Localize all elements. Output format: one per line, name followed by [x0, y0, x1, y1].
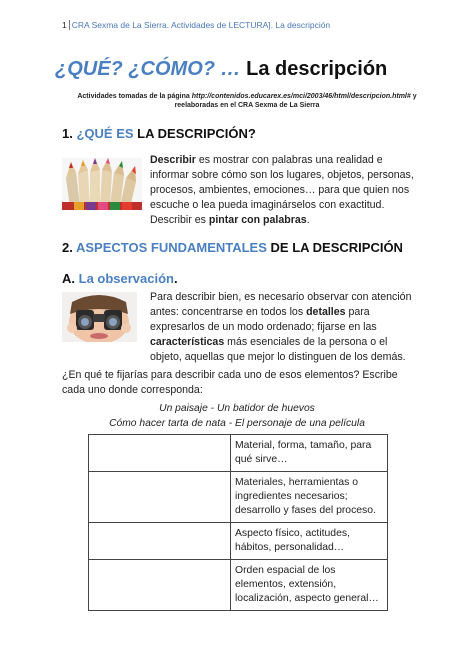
- word-describir: Describir: [150, 154, 196, 166]
- observation-text-1: Para describir bien, es necesario observar con atención antes: concentrarse en todos los: [150, 291, 412, 318]
- clue-cell-2: Materiales, herramientas o ingredientes necesarios; desarrollo y fases del proceso.: [231, 472, 388, 523]
- table-row: [89, 523, 388, 560]
- exercise-question: ¿En qué te fijarías para describir cada uno de esos elementos? Escribe cada uno donde corresponda:: [62, 369, 398, 396]
- examples-line-2: Cómo hacer tarta de nata - El personaje de una película: [109, 418, 365, 429]
- examples-list: [62, 401, 412, 431]
- definition-bold-end: pintar con palabras: [208, 214, 307, 226]
- title-part2: La descripción: [246, 58, 388, 80]
- observation-text-3: más esenciales de la persona o el objeto, aquellas que mejor lo distinguen de los demás.: [150, 336, 406, 363]
- table-row: [89, 472, 388, 523]
- matching-table: [88, 434, 388, 611]
- source-suffix: y reelaboradas en el CRA Sexma de La Sierra: [174, 93, 417, 109]
- clue-cell-3: Aspecto físico, actitudes, hábitos, personalidad…: [231, 523, 388, 560]
- definition-paragraph: [150, 153, 418, 228]
- subsection-a-colored: La observación: [78, 271, 174, 286]
- table-row: [89, 435, 388, 472]
- section1-heading: [62, 126, 256, 141]
- section2-rest: DE LA DESCRIPCIÓN: [270, 240, 403, 255]
- answer-cell-3[interactable]: [89, 523, 231, 560]
- header-text: CRA Sexma de La Sierra. Actividades de LECTURA]. La descripción: [71, 20, 331, 30]
- definition-end: .: [306, 214, 310, 226]
- table-row: [89, 560, 388, 611]
- section2-colored: ASPECTOS FUNDAMENTALES: [75, 240, 267, 255]
- examples-line-1: Un paisaje - Un batidor de huevos: [159, 403, 315, 414]
- answer-cell-2[interactable]: [89, 472, 231, 523]
- subsection-a-heading: [62, 271, 178, 286]
- section2-heading: [62, 240, 403, 255]
- subsection-a-letter: A.: [62, 271, 75, 286]
- source-note: [62, 92, 432, 110]
- observation-text-2: para expresarlos de un modo ordenado; fijarse en las: [150, 306, 377, 333]
- section1-rest: LA DESCRIPCIÓN?: [137, 126, 256, 141]
- clue-cell-1: Material, forma, tamaño, para qué sirve…: [231, 435, 388, 472]
- page-number: 1: [62, 20, 70, 30]
- answer-cell-1[interactable]: [89, 435, 231, 472]
- observation-bold-caracteristicas: características: [150, 336, 225, 348]
- section1-colored: ¿QUÉ ES: [76, 126, 134, 141]
- observation-paragraph: [150, 290, 420, 365]
- section2-number: 2.: [62, 240, 73, 255]
- clue-cell-4: Orden espacial de los elementos, extensión, localización, aspecto general…: [231, 560, 388, 611]
- definition-text: es mostrar con palabras una realidad e informar sobre cómo son los lugares, objetos, personas, procesos, ambientes, emociones… para que quien nos escuche o lea pueda imaginárselos con exactitud. Describir es: [150, 154, 414, 226]
- source-prefix: Actividades tomadas de la página: [77, 93, 190, 100]
- subsection-a-rest: .: [174, 271, 178, 286]
- colored-pencils-image: [62, 158, 142, 210]
- binoculars-image: [62, 292, 137, 342]
- page-title: [55, 58, 387, 81]
- source-url: http://contenidos.educarex.es/mci/2003/46/html/descripcion.html#: [191, 93, 411, 100]
- answer-cell-4[interactable]: [89, 560, 231, 611]
- observation-bold-detalles: detalles: [306, 306, 346, 318]
- running-header: [62, 20, 330, 30]
- section1-number: 1.: [62, 126, 73, 141]
- title-part1: ¿QUÉ? ¿CÓMO? …: [55, 58, 241, 80]
